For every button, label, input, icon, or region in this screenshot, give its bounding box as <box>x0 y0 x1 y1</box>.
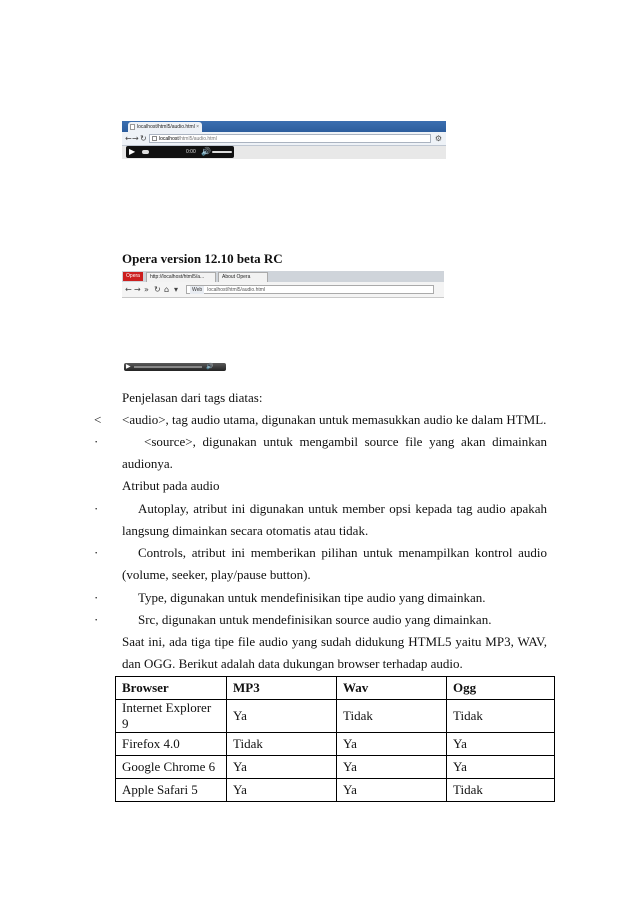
table-cell: Ya <box>447 733 555 756</box>
source-tag-description-cont: audionya. <box>122 456 173 471</box>
volume-bar <box>212 151 232 153</box>
play-icon: ▶ <box>126 363 131 370</box>
opera-nav-bar <box>122 282 444 298</box>
player-time: 0:00 <box>186 149 196 155</box>
table-cell: Tidak <box>447 779 555 802</box>
bullet-marker: · <box>94 590 99 605</box>
table-row <box>116 779 555 802</box>
volume-icon: 🔊 <box>206 363 214 370</box>
table-cell: Ya <box>447 756 555 779</box>
attribute-heading: Atribut pada audio <box>122 478 220 493</box>
source-tag-description: <source>, digunakan untuk mengambil source file yang akan dimainkan <box>144 434 547 449</box>
table-cell: Tidak <box>227 733 337 756</box>
browser-support-table <box>115 676 555 802</box>
chrome-audio-player <box>126 146 234 158</box>
audio-tag-description: <audio>, tag audio utama, digunakan untuk memasukkan audio ke dalam HTML. <box>122 412 547 427</box>
summary-text: Saat ini, ada tiga tipe file audio yang sudah didukung HTML5 yaitu MP3, WAV, <box>122 634 547 649</box>
web-badge: Web <box>192 287 203 293</box>
forward-icon: → <box>134 285 141 294</box>
header-wav: Wav <box>337 677 447 700</box>
fast-forward-icon: » <box>144 285 149 294</box>
table-cell: Tidak <box>447 700 555 733</box>
intro-text: Penjelasan dari tags diatas: <box>122 390 263 405</box>
url-path: /html5/audio.html <box>178 136 217 142</box>
type-description: Type, digunakan untuk mendefinisikan tipe audio yang dimainkan. <box>138 590 486 605</box>
chrome-nav-bar <box>122 132 446 146</box>
reload-icon: ↻ <box>140 134 147 143</box>
home-icon: ⌂ <box>164 285 170 294</box>
table-cell: Ya <box>337 733 447 756</box>
opera-url: localhost/html5/audio.html <box>207 287 266 293</box>
controls-description: Controls, atribut ini memberikan pilihan untuk menampilkan kontrol audio <box>138 545 547 560</box>
opera-address-bar <box>186 285 434 294</box>
bullet-marker: · <box>94 434 99 449</box>
table-header-row <box>116 677 555 700</box>
table-cell: Ya <box>337 756 447 779</box>
bullet-marker: · <box>94 612 99 627</box>
seek-thumb <box>142 150 149 154</box>
table-row <box>116 733 555 756</box>
summary-text-cont: dan OGG. Berikut adalah data dukungan browser terhadap audio. <box>122 656 463 671</box>
wrench-icon: ⚙ <box>434 134 442 143</box>
close-icon: × <box>196 124 199 130</box>
opera-screenshot <box>122 271 444 297</box>
table-cell: Ya <box>337 779 447 802</box>
src-description: Src, digunakan untuk mendefinisikan source audio yang dimainkan. <box>138 612 492 627</box>
table-cell: Ya <box>227 779 337 802</box>
table-row <box>116 756 555 779</box>
table-cell: Tidak <box>337 700 447 733</box>
back-icon: ← <box>125 134 132 143</box>
table-cell: Ya <box>227 756 337 779</box>
back-icon: ← <box>125 285 132 294</box>
opera-caption: Opera version 12.10 beta RC <box>122 251 283 266</box>
menu-icon: ▾ <box>174 285 179 294</box>
chrome-address-bar <box>149 134 431 143</box>
page-icon <box>130 124 135 130</box>
table-cell: Apple Safari 5 <box>116 779 227 802</box>
opera-audio-player <box>124 363 226 371</box>
chrome-tab-bar <box>122 121 446 132</box>
bullet-marker: · <box>94 545 99 560</box>
table-row <box>116 700 555 733</box>
opera-tab-2: About Opera <box>218 272 268 282</box>
controls-description-cont: (volume, seeker, play/pause button). <box>122 567 311 582</box>
table-cell: Ya <box>227 700 337 733</box>
chrome-tab <box>128 122 202 132</box>
table-cell: Google Chrome 6 <box>116 756 227 779</box>
url-host: localhost <box>159 136 179 142</box>
autoplay-description: Autoplay, atribut ini digunakan untuk member opsi kepada tag audio apakah <box>138 501 547 516</box>
header-ogg: Ogg <box>447 677 555 700</box>
autoplay-description-cont: langsung dimainkan secara otomatis atau tidak. <box>122 523 369 538</box>
reload-icon: ↻ <box>154 285 161 294</box>
seek-track <box>134 366 202 368</box>
page-icon <box>152 136 157 141</box>
header-browser: Browser <box>116 677 227 700</box>
opera-tab-1: http://localhost/html5/a... <box>146 272 216 282</box>
chrome-screenshot <box>122 121 446 159</box>
table-cell: Firefox 4.0 <box>116 733 227 756</box>
opera-tab-bar <box>122 271 444 282</box>
table-cell: Internet Explorer 9 <box>116 700 227 733</box>
bullet-marker: < <box>94 412 102 427</box>
volume-icon: 🔊 <box>201 147 211 156</box>
bullet-marker: · <box>94 501 99 516</box>
chrome-tab-title: localhost/html5/audio.html <box>137 124 195 130</box>
opera-logo: Opera <box>123 272 143 281</box>
forward-icon: → <box>132 134 139 143</box>
header-mp3: MP3 <box>227 677 337 700</box>
play-icon: ▶ <box>129 147 136 156</box>
